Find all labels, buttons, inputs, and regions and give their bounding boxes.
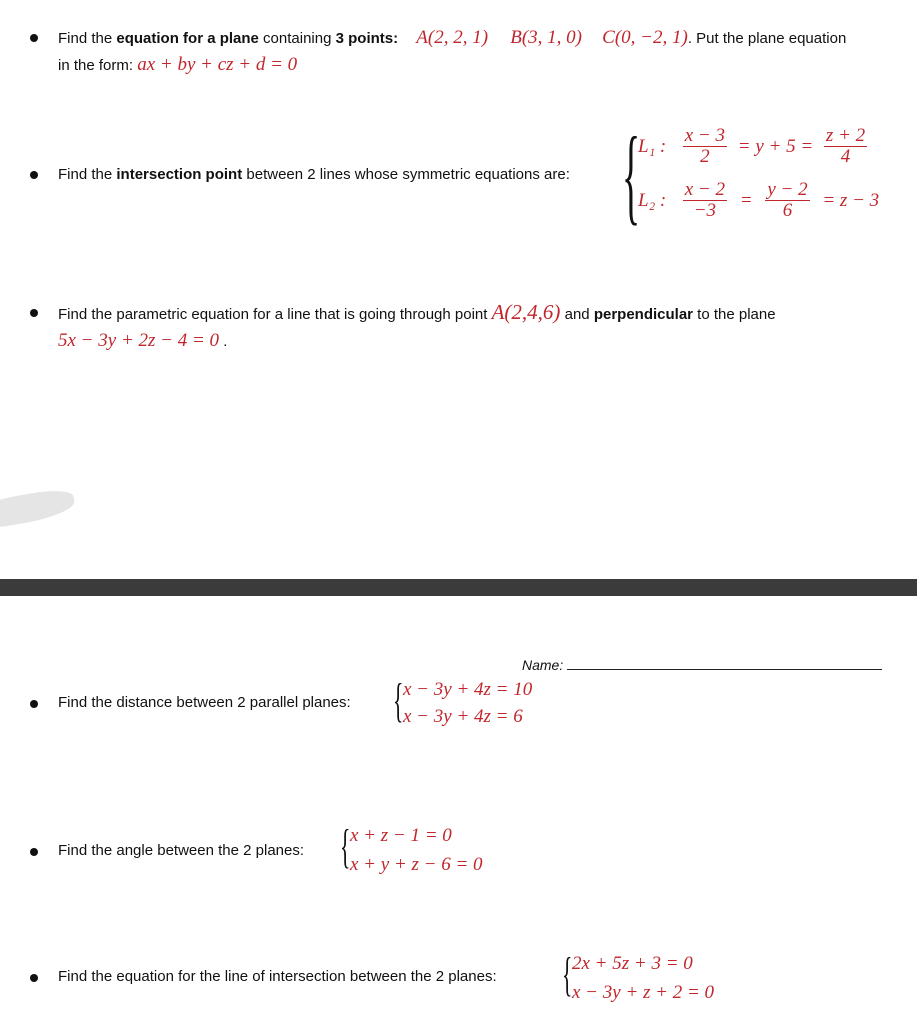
q6-eq1: 2x + 5z + 3 = 0: [572, 953, 693, 974]
q6-brace: {: [562, 948, 573, 1001]
q3-plane-equation: 5x − 3y + 2z − 4 = 0: [58, 330, 220, 351]
q2-text-post: between 2 lines whose symmetric equations are:: [242, 166, 570, 183]
name-label: Name:: [522, 657, 564, 673]
bullet-2: [30, 171, 38, 179]
l1-label: L₁ :: [638, 135, 667, 157]
page-divider: [0, 579, 917, 596]
q3-text-post: to the plane: [693, 306, 776, 323]
question-4: Find the distance between 2 parallel planes:: [58, 694, 351, 711]
q3-point: A(2,4,6): [491, 300, 561, 324]
point-b: B(3, 1, 0): [510, 27, 582, 48]
q5-eq2: x + y + z − 6 = 0: [350, 854, 483, 875]
question-2: [58, 164, 570, 186]
gray-smear: [0, 486, 77, 534]
line-l2: [638, 180, 879, 221]
question-6: Find the equation for the line of intersection between the 2 planes:: [58, 968, 497, 985]
q1-text-mid: containing: [258, 30, 336, 47]
bullet-1: [30, 34, 38, 42]
q5-system: [340, 820, 540, 875]
q2-text-pre: Find the: [58, 166, 117, 183]
q6-eq2: x − 3y + z + 2 = 0: [572, 982, 715, 1003]
q5-eq1: x + z − 1 = 0: [350, 825, 452, 846]
q4-eq1: x − 3y + 4z = 10: [403, 679, 533, 700]
line-l1: [638, 126, 867, 167]
l1-frac-x: $\frac{x - 3}{2}$: [684, 125, 726, 167]
line-system-brace: {: [622, 116, 641, 235]
q2-bold: intersection point: [116, 166, 243, 183]
l2-eq-2: = z − 3: [822, 189, 880, 211]
q1-text-pre: Find the: [58, 30, 117, 47]
question-3-line2: [58, 330, 227, 353]
l2-frac-y: $\frac{y - 2}{6}$: [767, 179, 808, 221]
q1-text-post: . Put the plane equation: [687, 30, 847, 47]
question-3: [58, 301, 776, 326]
bullet-4: [30, 700, 38, 708]
question-1: [58, 27, 846, 50]
q3-bold: perpendicular: [593, 306, 694, 323]
q3-period: .: [219, 333, 228, 350]
q1-form-label: in the form:: [58, 57, 138, 74]
l2-label: L₂ :: [638, 189, 667, 211]
point-c: C(0, −2, 1): [602, 27, 688, 48]
name-field-line[interactable]: [567, 669, 882, 670]
bullet-3: [30, 309, 38, 317]
l2-eq-1: =: [739, 189, 753, 211]
plane-form-equation: ax + by + cz + d = 0: [137, 54, 298, 75]
q1-bold-points: 3 points:: [335, 30, 399, 47]
q4-system: [393, 674, 593, 727]
q4-eq2: x − 3y + 4z = 6: [403, 706, 523, 727]
q3-text-pre: Find the parametric equation for a line that is going through point: [58, 306, 492, 323]
bullet-6: [30, 974, 38, 982]
q5-brace: {: [340, 820, 351, 873]
q6-system: [562, 948, 762, 1003]
point-a: A(2, 2, 1): [416, 27, 489, 48]
q4-brace: {: [393, 674, 404, 727]
q1-bold-plane: equation for a plane: [116, 30, 259, 47]
question-5: Find the angle between the 2 planes:: [58, 842, 305, 859]
l1-eq-mid: = y + 5 =: [737, 135, 814, 157]
l2-frac-x: $\frac{x - 2}{-3}$: [684, 179, 726, 221]
question-1-line2: [58, 54, 297, 77]
q3-text-mid: and: [560, 306, 594, 323]
bullet-5: [30, 848, 38, 856]
l1-frac-z: $\frac{z + 2}{4}$: [825, 125, 866, 167]
